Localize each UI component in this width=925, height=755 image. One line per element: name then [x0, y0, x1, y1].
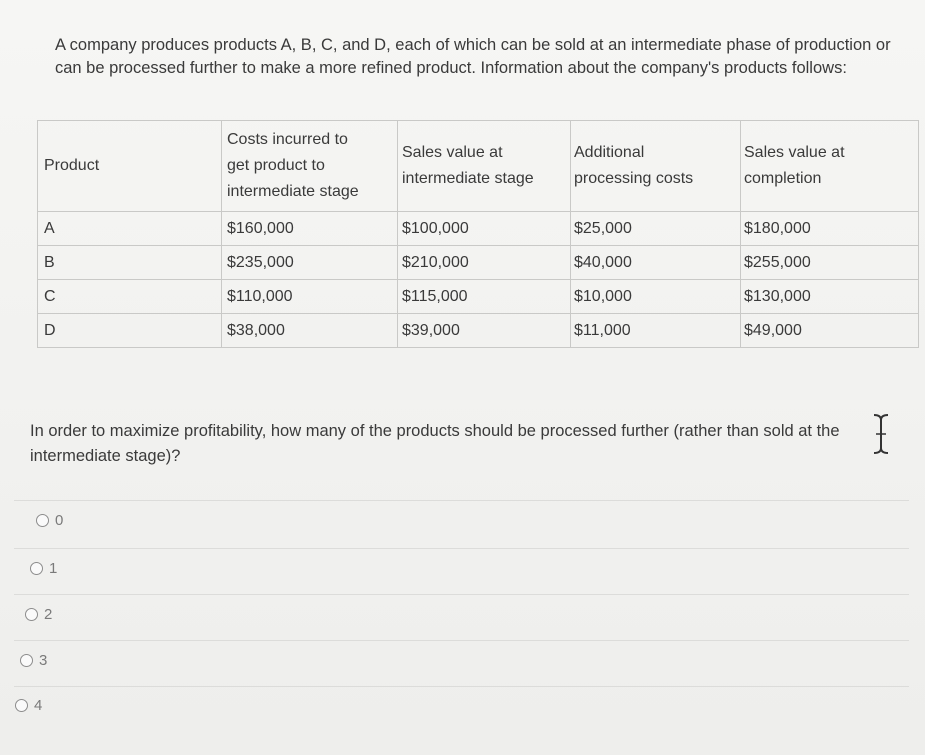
text-cursor-icon	[871, 412, 891, 456]
cell-sales-intermediate: $100,000	[398, 212, 571, 246]
cell-sales-completion: $180,000	[741, 212, 919, 246]
cell-sales-intermediate: $115,000	[398, 280, 571, 314]
answer-option-0[interactable]	[36, 512, 63, 529]
cell-sales-completion: $130,000	[741, 280, 919, 314]
option-label: 2	[44, 606, 53, 623]
table-row	[38, 246, 919, 280]
cell-additional-costs: $11,000	[571, 314, 741, 348]
cell-product: B	[38, 246, 222, 280]
table-row	[38, 212, 919, 246]
option-label: 3	[39, 652, 48, 669]
radio-button[interactable]	[30, 562, 43, 575]
cell-sales-completion: $49,000	[741, 314, 919, 348]
answer-option-1[interactable]	[30, 560, 57, 577]
radio-button[interactable]	[15, 699, 28, 712]
header-additional-costs: Additional processing costs	[571, 121, 741, 212]
divider	[14, 548, 909, 549]
divider	[14, 640, 909, 641]
problem-intro: A company produces products A, B, C, and D, each of which can be sold at an intermediate phase of production or can be processed further to make a more refined product. Information about the company's products follows:	[55, 36, 891, 77]
header-sales-intermediate: Sales value at intermediate stage	[398, 121, 571, 212]
answer-option-4[interactable]	[15, 697, 42, 714]
question-text: In order to maximize profitability, how many of the products should be processed further (rather than sold at the intermediate stage)?	[30, 422, 840, 465]
products-table	[37, 120, 919, 348]
option-label: 0	[55, 512, 64, 529]
radio-button[interactable]	[20, 654, 33, 667]
option-label: 1	[49, 560, 58, 577]
cell-costs-intermediate: $38,000	[222, 314, 398, 348]
header-product: Product	[38, 121, 222, 212]
cell-product: A	[38, 212, 222, 246]
divider	[14, 594, 909, 595]
answer-option-2[interactable]	[25, 606, 52, 623]
cell-costs-intermediate: $235,000	[222, 246, 398, 280]
cell-costs-intermediate: $160,000	[222, 212, 398, 246]
cell-product: C	[38, 280, 222, 314]
cell-product: D	[38, 314, 222, 348]
radio-button[interactable]	[25, 608, 38, 621]
table-row	[38, 280, 919, 314]
table-row	[38, 314, 919, 348]
answer-option-3[interactable]	[20, 652, 47, 669]
radio-button[interactable]	[36, 514, 49, 527]
cell-sales-completion: $255,000	[741, 246, 919, 280]
cell-costs-intermediate: $110,000	[222, 280, 398, 314]
cell-sales-intermediate: $39,000	[398, 314, 571, 348]
divider	[14, 686, 909, 687]
cell-additional-costs: $40,000	[571, 246, 741, 280]
header-costs-intermediate: Costs incurred to get product to intermediate stage	[222, 121, 398, 212]
header-sales-completion: Sales value at completion	[741, 121, 919, 212]
cell-sales-intermediate: $210,000	[398, 246, 571, 280]
divider	[14, 500, 909, 501]
table-header-row	[38, 121, 919, 212]
option-label: 4	[34, 697, 43, 714]
cell-additional-costs: $25,000	[571, 212, 741, 246]
cell-additional-costs: $10,000	[571, 280, 741, 314]
